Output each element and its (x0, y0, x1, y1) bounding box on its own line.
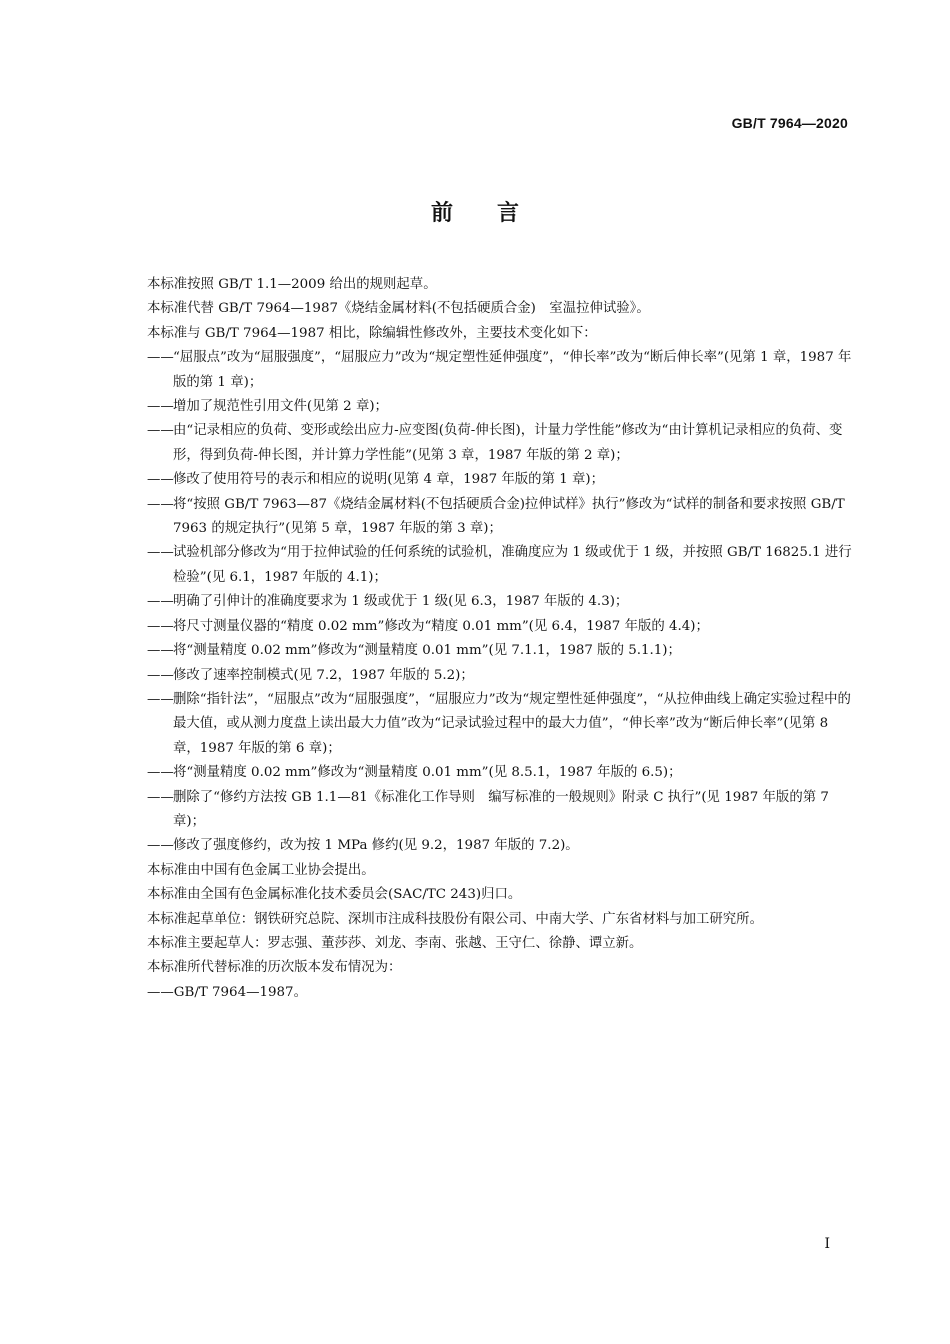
list-item-text: 将“测量精度 0.02 mm”修改为“测量精度 0.01 mm”(见 7.1.1，1987 版的 5.1.1)； (173, 643, 681, 659)
paragraph-committee: 本标准由全国有色金属标准化技术委员会(SAC/TC 243)归口。 (147, 887, 522, 903)
paragraph-history-intro: 本标准所代替标准的历次版本发布情况为： (147, 960, 402, 976)
dash-marker: —— (147, 423, 174, 439)
list-item (114, 493, 854, 542)
list-item-text: 将尺寸测量仪器的“精度 0.02 mm”修改为“精度 0.01 mm”(见 6.4，1987 年版的 4.4)； (173, 618, 709, 634)
standard-code: GB/T 7964—2020 (731, 115, 848, 131)
paragraph-proposer: 本标准由中国有色金属工业协会提出。 (147, 862, 375, 878)
list-item-text: “屈服点”改为“屈服强度”，“屈服应力”改为“规定塑性延伸强度”，“伸长率”改为“断后伸长率”(见第 1 章，1987 年版的第 1 章)； (173, 350, 852, 390)
dash-marker: —— (147, 691, 174, 707)
list-item (114, 615, 854, 639)
list-item (114, 688, 854, 761)
list-item (114, 419, 854, 468)
paragraph-drafters: 本标准主要起草人：罗志强、董莎莎、刘龙、李南、张越、王守仁、徐静、谭立新。 (147, 935, 643, 951)
list-item (114, 468, 854, 492)
list-item (114, 664, 854, 688)
dash-marker: —— (147, 545, 174, 561)
list-item (114, 395, 854, 419)
paragraph-changes-intro: 本标准与 GB/T 7964—1987 相比，除编辑性修改外，主要技术变化如下： (147, 325, 597, 341)
paragraph-drafting-rules: 本标准按照 GB/T 1.1—2009 给出的规则起草。 (147, 277, 437, 292)
dash-marker: —— (147, 984, 174, 1000)
paragraph-replaces: 本标准代替 GB/T 7964—1987《烧结金属材料(不包括硬质合金) 室温拉伸试验》。 (147, 301, 650, 317)
changes-list (114, 346, 854, 859)
list-item (114, 346, 854, 395)
page-number: I (824, 1236, 830, 1252)
dash-marker: —— (147, 667, 174, 683)
list-item (114, 786, 854, 835)
dash-marker: —— (147, 594, 174, 610)
dash-marker: —— (147, 838, 174, 854)
dash-marker: —— (147, 643, 174, 659)
dash-marker: —— (147, 472, 174, 488)
dash-marker: —— (147, 350, 174, 366)
dash-marker: —— (147, 765, 174, 781)
list-item-text: 修改了强度修约，改为按 1 MPa 修约(见 9.2，1987 年版的 7.2)。 (173, 838, 579, 854)
list-item-text: 将“测量精度 0.02 mm”修改为“测量精度 0.01 mm”(见 8.5.1，1987 年版的 6.5)； (173, 765, 682, 781)
list-item-text: 试验机部分修改为“用于拉伸试验的任何系统的试验机，准确度应为 1 级或优于 1 级，并按照 GB/T 16825.1 进行检验”(见 6.1，1987 年版的 4.1)； (173, 545, 852, 585)
paragraph-drafting-units: 本标准起草单位：钢铁研究总院、深圳市注成科技股份有限公司、中南大学、广东省材料与加工研究所。 (147, 911, 763, 927)
list-item-text: 将“按照 GB/T 7963—87《烧结金属材料(不包括硬质合金)拉伸试样》执行”修改为“试样的制备和要求按照 GB/T 7963 的规定执行”(见第 5 章，1987 年版的第 3 章)； (173, 496, 845, 537)
list-item (114, 834, 854, 858)
list-item (114, 761, 854, 785)
list-item-text: 由“记录相应的负荷、变形或绘出应力-应变图(负荷-伸长图)，计量力学性能”修改为“由计算机记录相应的负荷、变形，得到负荷-伸长图，并计算力学性能”(见第 3 章，1987 年版的第 2 章)； (173, 423, 843, 463)
dash-marker: —— (147, 399, 174, 415)
list-item-text: 明确了引伸计的准确度要求为 1 级或优于 1 级(见 6.3，1987 年版的 4.3)； (173, 594, 629, 610)
dash-marker: —— (147, 496, 174, 512)
list-item-text: 删除“指针法”，“屈服点”改为“屈服强度”，“屈服应力”改为“规定塑性延伸强度”，“从拉伸曲线上确定实验过程中的最大值，或从测力度盘上读出最大力值”改为“记录试验过程中的最大力值”，“伸长率”改为“断后伸长率”(见第 8 章，1987 年版的第 6 章)； (173, 691, 851, 756)
dash-marker: —— (147, 618, 174, 634)
document-body (114, 273, 854, 1005)
list-item-text: 删除了“修约方法按 GB 1.1—81《标准化工作导则 编写标准的一般规则》附录 C 执行”(见 1987 年版的第 7 章)； (173, 789, 829, 829)
list-item-text: 修改了使用符号的表示和相应的说明(见第 4 章，1987 年版的第 1 章)； (173, 472, 605, 488)
history-item-text: GB/T 7964—1987。 (173, 984, 307, 1000)
list-item (114, 639, 854, 663)
list-item (114, 541, 854, 590)
list-item (114, 590, 854, 614)
list-item-text: 修改了速率控制模式(见 7.2，1987 年版的 5.2)； (173, 667, 474, 683)
dash-marker: —— (147, 789, 174, 805)
page-title: 前言 (430, 201, 563, 226)
list-item-text: 增加了规范性引用文件(见第 2 章)； (173, 399, 388, 415)
history-item (114, 981, 854, 1005)
